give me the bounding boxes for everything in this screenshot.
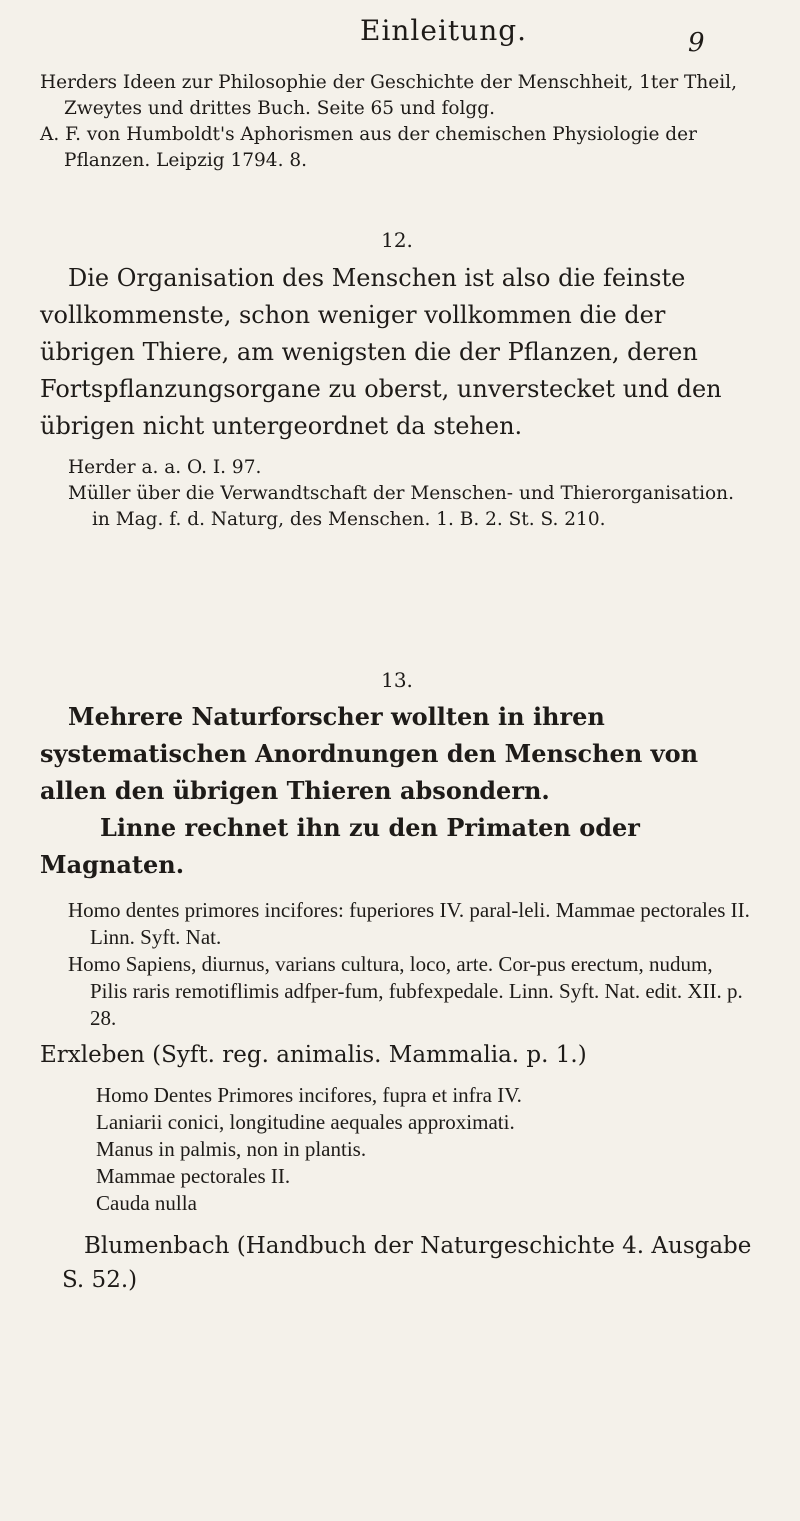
page-header	[0, 6, 800, 56]
reference-herder-aao: Herder a. a. O. I. 97.	[68, 457, 262, 478]
linne-latin-definitions	[40, 897, 754, 1032]
page-number: 9	[688, 28, 705, 58]
latin-definition: Homo dentes primores incifores: fuperiores IV. paral-leli. Mammae pectorales II. Linn. Syft. Nat.	[68, 898, 750, 949]
erxleben-latin-definitions	[40, 1082, 754, 1217]
blumenbach-reference: Blumenbach (Handbuch der Naturgeschichte 4. Ausgabe S. 52.)	[62, 1233, 752, 1293]
latin-line: Manus in palmis, non in plantis.	[96, 1137, 367, 1161]
reference-herder-ideen: Herders Ideen zur Philosophie der Geschichte der Menschheit, 1ter Theil, Zweytes und drittes Buch. Seite 65 und folgg.	[40, 72, 737, 119]
linne-text: Linne rechnet ihn zu den Primaten oder Magnaten.	[40, 813, 640, 879]
latin-line: Homo Dentes Primores incifores, fupra et infra IV.	[96, 1083, 522, 1107]
latin-line: Laniarii conici, longitudine aequales approximati.	[96, 1110, 515, 1134]
latin-definition: Homo Sapiens, diurnus, varians cultura, loco, arte. Cor-pus erectum, nudum, Pilis raris remotiflimis adfper-fum, fubfexpedale. Linn. Syft. Nat. edit. XII. p. 28.	[68, 952, 743, 1030]
latin-line: Mammae pectorales II.	[96, 1164, 291, 1188]
reference-mueller: Müller über die Verwandtschaft der Menschen- und Thierorganisation. in Mag. f. d. Naturg, des Menschen. 1. B. 2. St. S. 210.	[68, 483, 734, 530]
running-title: Einleitung.	[360, 14, 528, 47]
latin-line: Cauda nulla	[96, 1191, 197, 1215]
section-text: Mehrere Naturforscher wollten in ihren systematischen Anordnungen den Menschen von allen den übrigen Thieren absondern.	[40, 702, 699, 805]
erxleben-reference: Erxleben (Syft. reg. animalis. Mammalia. p. 1.)	[40, 1042, 587, 1068]
section-12	[40, 228, 754, 533]
reference-humboldt: A. F. von Humboldt's Aphorismen aus der chemischen Physiologie der Pflanzen. Leipzig 1794. 8.	[40, 124, 697, 171]
section-number: 13.	[381, 668, 413, 692]
section-references	[40, 455, 754, 533]
section-text: Die Organisation des Menschen ist also die feinste vollkommenste, schon weniger vollkommen die der übrigen Thiere, am wenigsten die der Pflanzen, deren Fortspflanzungsorgane zu oberst, unverstecket und den übrigen nicht untergeordnet da stehen.	[40, 264, 722, 440]
section-number: 12.	[381, 228, 413, 252]
top-references	[40, 70, 754, 174]
section-13	[40, 668, 754, 1297]
